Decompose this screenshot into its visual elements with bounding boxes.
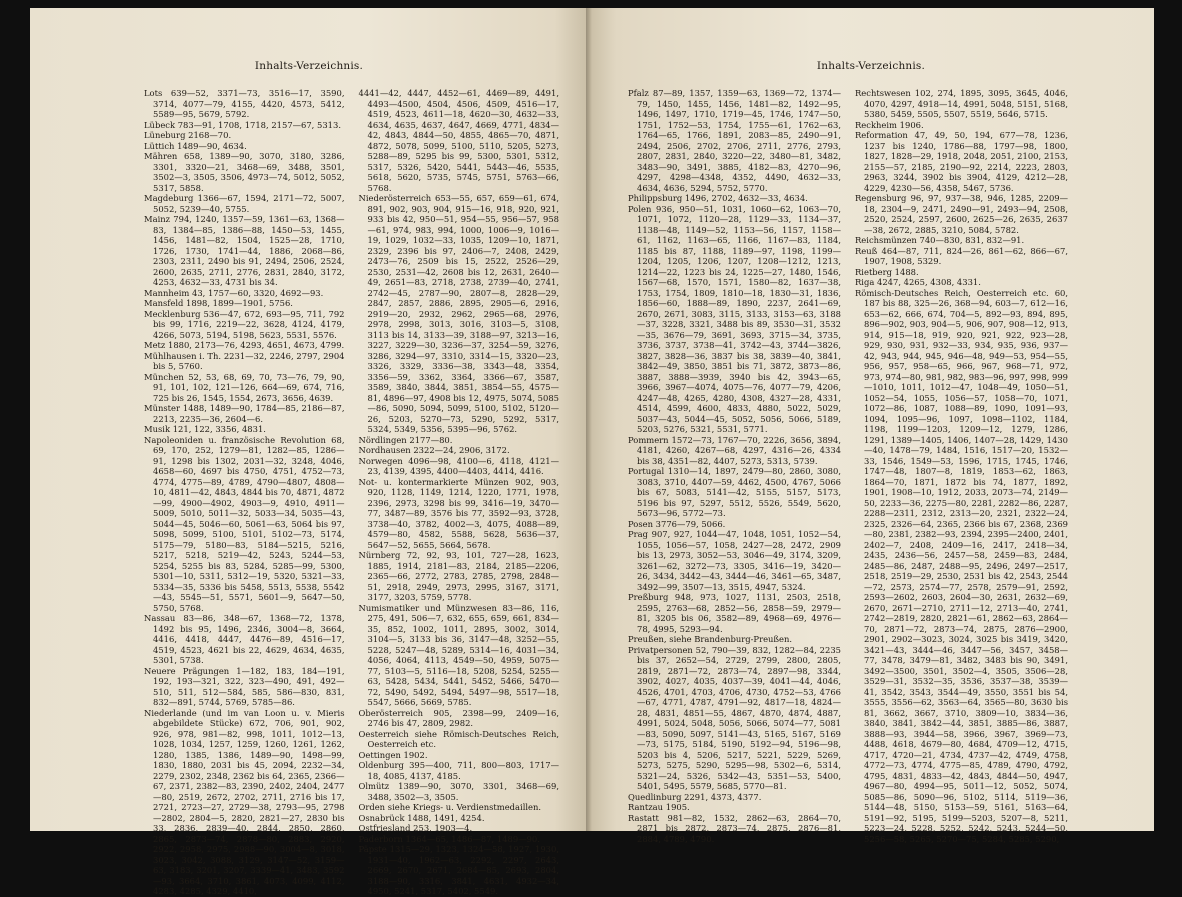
left-page-columns	[144, 88, 559, 897]
running-head-right: Inhalts-Verzeichnis.	[816, 60, 926, 72]
entry-heading: Lübeck	[144, 119, 176, 130]
index-entry	[144, 666, 345, 708]
entry-references: siehe Römisch-Deutsches Reich, Oesterreich etc.	[367, 728, 559, 749]
entry-references: 52, 790—39, 832, 1282—84, 2235 bis 37, 2652—54, 2729, 2799, 2800, 2805, 2819, 2871—72, 2873—74, 2897—98, 3344, 3902, 4027, 4035, 4037—39, 4041—44, 4046, 4526, 4701, 4703, 4706, 4730, 4752—53, 4766—67, 4771, 4787, 4791—92, 4817—18, 4824—28, 4831, 4851—55, 4867, 4870, 4874, 4887, 4991, 5024, 5048, 5056, 5066, 5074—77, 5081—83, 5090, 5097, 5141—43, 5165, 5167, 5169—73, 5175, 5184, 5190, 5192—94, 5196—98, 5203 bis 4, 5206, 5217, 5221, 5229, 5269, 5273, 5275, 5290, 5295—98, 5302—6, 5314, 5321—24, 5326, 5342—43, 5351—53, 5400, 5401, 5495, 5579, 5685, 5770—81.	[637, 644, 841, 791]
index-entry	[144, 708, 345, 897]
entry-references: 907, 927, 1044—47, 1048, 1051, 1052—54, 1055, 1056—57, 1058, 2427—28, 2472, 2909 bis 13, 2973, 3052—53, 3046—49, 3174, 3209, 3261—62, 3272—73, 3305, 3416—19, 3420—26, 3434, 3442—43, 3444—46, 3461—65, 3487, 3492—99, 3507—13, 3515, 4947, 5324.	[637, 529, 841, 592]
entry-heading: Metz	[144, 340, 166, 350]
index-entry	[359, 813, 560, 824]
entry-references: 2177—80.	[409, 434, 453, 445]
index-entry	[628, 592, 841, 634]
entry-references: 3776—79, 5066.	[655, 518, 726, 529]
index-entry	[144, 130, 345, 141]
entry-heading: Rietberg	[855, 266, 892, 277]
entry-references: 102, 274, 1895, 3095, 3645, 4046, 4070, 4297, 4918—14, 4991, 5048, 5151, 5168, 5380, 5459, 5505, 5507, 5519, 5646, 5715.	[864, 88, 1068, 119]
entry-heading: Niederösterreich	[358, 193, 432, 203]
index-entry	[855, 267, 1068, 278]
index-entry	[359, 88, 560, 193]
entry-references: 936, 950—51, 1031, 1060—62, 1063—70, 1071, 1072, 1120—28, 1129—33, 1134—37, 1138—48, 1149—52, 1153—56, 1157, 1158—61, 1162, 1163—65, 1166, 1167—83, 1184, 1185 bis 87, 1188, 1189—97, 1198, 1199—1204, 1205, 1206, 1207, 1208—1212, 1213, 1214—22, 1223 bis 24, 1225—27, 1480, 1546, 1567—68, 1570, 1571, 1580—82, 1637—38, 1753, 1754, 1809, 1810—18, 1830—31, 1836, 1856—60, 1888—89, 1890, 2237, 2641—69, 2670, 2671, 3083, 3115, 3133, 3153—63, 3188—37, 3228, 3321, 3488 bis 89, 3530—31, 3532—35, 3676—79, 3691, 3693, 3715—34, 3735, 3736, 3737, 3738—41, 3742—43, 3744—3826, 3827, 3828—36, 3837 bis 38, 3839—40, 3841, 3842—49, 3850, 3851 bis 71, 3872, 3873—86, 3887, 3888—3939, 3940 bis 42, 3943—65, 3966, 3967—4074, 4075—76, 4077—79, 4206, 4247—48, 4265, 4280, 4308, 4327—28, 4331, 4514, 4599, 4600, 4833, 4880, 5022, 5029, 5037—43, 5044—45, 5052, 5056, 5066, 5189, 5203, 5276, 5321, 5531, 5771.	[637, 203, 842, 434]
entry-heading: Portugal	[628, 466, 665, 476]
entry-references: 1880, 2173—76, 4293, 4651, 4673, 4799.	[167, 340, 345, 350]
entry-references: 1905.	[665, 802, 690, 812]
index-entry	[144, 141, 345, 152]
index-entry	[359, 802, 560, 813]
entry-heading: Napoleoniden	[144, 434, 204, 445]
index-entry	[628, 529, 841, 592]
index-entry	[628, 204, 841, 435]
entry-heading: Prag	[628, 529, 648, 539]
index-entry	[144, 193, 345, 214]
entry-heading: München	[144, 371, 184, 382]
entry-references: 253, 1903—4.	[413, 823, 473, 833]
entry-references: 43, 1757—60, 3320, 4692—93.	[192, 287, 324, 298]
index-entry	[144, 435, 345, 614]
entry-heading: Oesterreich	[358, 728, 409, 739]
index-entry	[628, 634, 841, 645]
entry-heading: Neuere Prägungen	[144, 665, 230, 676]
entry-heading: Niederlande	[144, 707, 197, 718]
entry-references: 1310—14, 1897, 2479—80, 2860, 3080, 3083, 3710, 4407—59, 4462, 4500, 4767, 5066 bis 67, 5083, 5141—42, 5155, 5157, 5173, 5196 bis 97, 5297, 5512, 5526, 5549, 5620, 5673—96, 5772—73.	[637, 466, 841, 518]
index-entry	[359, 550, 560, 603]
index-entry	[628, 802, 841, 813]
entry-heading: Mannheim	[144, 287, 190, 298]
entry-heading: Rastatt	[628, 812, 659, 823]
index-entry	[628, 645, 841, 792]
index-column	[359, 88, 560, 897]
entry-heading: Oldenburg	[358, 760, 404, 770]
entry-references: 1366—67, 1594, 2171—72, 5007, 5052, 5239—40, 5755.	[153, 193, 345, 214]
entry-heading: Osnabrück	[358, 812, 405, 823]
right-page	[588, 8, 1154, 844]
entry-heading: Reuß	[855, 245, 878, 256]
index-entry	[144, 309, 345, 341]
entry-references: 83—86, 116, 275, 491, 506—7, 632, 655, 659, 661, 834—35, 852, 1002, 1011, 2895, 3002, 3014, 3104—5, 3133 bis 36, 3147—48, 3252—55, 5228, 5247—48, 5289, 5314—16, 4031—34, 4056, 4064, 4113, 4549—50, 4959, 5075—77, 5103—5, 5116—18, 5208, 5254, 5255—63, 5428, 5434, 5441, 5452, 5466, 5470—72, 5490, 5492, 5494, 5497—98, 5517—18, 5547, 5666, 5669, 5785.	[367, 602, 559, 707]
index-entry	[359, 750, 560, 761]
entry-heading: Oettingen	[358, 749, 401, 760]
index-entry	[144, 214, 345, 288]
index-entry	[628, 88, 841, 193]
entry-heading: Magdeburg	[144, 193, 194, 203]
entry-references: 2168—70.	[188, 130, 232, 140]
entry-references: 1389—90, 3070, 3301, 3468—69, 3488, 3502—3, 3505.	[367, 781, 559, 802]
entry-heading: Riga	[855, 277, 875, 287]
index-entry	[144, 351, 345, 372]
left-page	[30, 8, 588, 896]
index-entry	[144, 298, 345, 309]
entry-references: siehe Kriegs- u. Verdienstmedaillen.	[387, 802, 542, 812]
index-entry	[628, 435, 841, 467]
index-entry	[855, 246, 1068, 267]
book-gutter	[586, 8, 592, 831]
index-entry	[359, 445, 560, 456]
entry-references: 121, 122, 3356, 4831.	[172, 424, 266, 434]
index-entry	[359, 729, 560, 750]
entry-references: 395—400, 711, 800—803, 1717—18, 4085, 4137, 4185.	[367, 760, 559, 781]
index-entry	[144, 288, 345, 299]
entry-references: 794, 1240, 1357—59, 1361—63, 1368—83, 1384—85, 1386—88, 1450—53, 1455, 1456, 1481—82, 1504, 1525—28, 1710, 1726, 1730, 1741—44, 1886, 2068—86, 2303, 2311, 2490 bis 91, 2494, 2506, 2524, 2600, 2635, 2711, 2776, 2831, 2840, 3172, 4253, 4632—33, 4731 bis 34.	[153, 214, 345, 287]
book-spread	[30, 8, 1154, 896]
entry-references: 653—55, 657, 659—61, 674, 891, 902, 903, 904, 915—16, 918, 920, 921, 933 bis 42, 950—51, 954—55, 956—57, 958—61, 974, 983, 994, 1000, 1006—9, 1016—19, 1029, 1032—33, 1035, 1209—10, 1871, 2329, 2396 bis 97, 2406—7, 2408, 2429, 2473—76, 2509 bis 15, 2522, 2526—29, 2530, 2531—42, 2608 bis 12, 2631, 2640—49, 2651—83, 2718, 2738, 2739—40, 2741, 2742—45, 2787—90, 2807—8, 2828—29, 2847, 2857, 2886, 2895, 2905—6, 2916, 2919—20, 2932, 2962, 2965—68, 2976, 2978, 2998, 3013, 3016, 3103—5, 3108, 3113 bis 14, 3133—39, 3188—97, 3213—16, 3227, 3229—30, 3236—37, 3254—59, 3276, 3286, 3294—97, 3310, 3314—15, 3320—23, 3326, 3329, 3336—38, 3343—48, 3354, 3356—59, 3362, 3364, 3366—67, 3587, 3589, 3840, 3844, 3851, 3854—55, 4575—81, 4896—97, 4908 bis 12, 4975, 5074, 5085—86, 5090, 5094, 5099, 5100, 5102, 5120—26, 5203, 5270—73, 5290, 5292, 5317, 5324, 5349, 5356, 5395—96, 5762.	[367, 193, 559, 434]
entry-references: 1572—73, 1767—70, 2226, 3656, 3894, 4181, 4260, 4267—68, 4297, 4316—26, 4334 bis 38, 4351—82, 4407, 5273, 5313, 5739.	[637, 434, 842, 466]
entry-heading: Rechtswesen	[855, 88, 911, 98]
entry-references: 740—830, 831, 832—91.	[919, 235, 1025, 245]
entry-heading: Päpste	[358, 844, 387, 854]
entry-references: 1489—90, 4634.	[177, 140, 247, 151]
entry-heading: Musik	[144, 424, 171, 434]
entry-heading: Nördlingen	[358, 434, 407, 445]
entry-heading: Mainz	[144, 214, 171, 224]
entry-references: siehe Brandenburg-Preußen.	[669, 634, 793, 644]
entry-references: 948, 973, 1027, 1131, 2503, 2518, 2595, 2763—68, 2852—56, 2858—59, 2979—81, 3205 bis 06, 3582—89, 4968—69, 4976—78, 4995, 5293—94.	[637, 592, 841, 634]
index-entry	[855, 193, 1068, 235]
index-column	[855, 88, 1068, 844]
index-entry	[855, 88, 1068, 120]
index-column	[628, 88, 841, 844]
entry-references: 1364—65, 1486—87, 1489—90.	[405, 833, 540, 844]
entry-heading: Pommern	[628, 434, 669, 445]
entry-heading: Reformation	[855, 130, 908, 140]
entry-references: 1906.	[899, 119, 924, 130]
index-entry	[359, 708, 560, 729]
entry-references: (und im van Loon u. v. Mieris abgebildete Stücke) 672, 706, 901, 902, 926, 978, 981—82, 998, 1011, 1012—13, 1028, 1034, 1257, 1259, 1260, 1261, 1262, 1280, 1385, 1386, 1489—90, 1498—99, 1830, 1880, 2031 bis 45, 2094, 2232—34, 2279, 2302, 2348, 2362 bis 64, 2365, 2366—67, 2371, 2382—83, 2390, 2402, 2404, 2477—80, 2519, 2672, 2702, 2711, 2716 bis 17, 2721, 2723—27, 2729—38, 2793—95, 2798—2802, 2804—5, 2820, 2821—27, 2830 bis 33, 2836, 2839—40, 2844, 2850, 2860, 2865, 2873—74, 2878—80, 2883, 2920, 2922, 2958, 2975, 2988—90, 3004—8, 3018, 3023, 3042, 3088, 3129, 3147—52, 3159—63, 3183, 3201, 3207, 3339—41, 3483, 3592—93, 3664, 3710, 3861, 4073, 4099, 4112, 4283, 4285, 4329, 4410,	[153, 707, 345, 896]
index-entry	[855, 277, 1068, 288]
entry-heading: Preßburg	[628, 592, 669, 602]
entry-heading: Numismatiker und Münzwesen	[358, 602, 497, 613]
index-entry	[628, 519, 841, 530]
index-entry	[144, 613, 345, 666]
index-entry	[359, 834, 560, 845]
entry-references: 52, 53, 68, 69, 70, 73—76, 79, 90, 91, 101, 102, 121—126, 664—69, 674, 716, 725 bis 26, 1545, 1554, 2673, 3656, 4639.	[153, 371, 345, 403]
entry-heading: Privatpersonen	[628, 644, 693, 655]
entry-references: 4096—98, 4100—6, 4118, 4121—23, 4139, 4395, 4400—4403, 4414, 4416.	[367, 455, 559, 476]
entry-heading: Norwegen	[358, 455, 403, 466]
entry-references: 1898, 1899—1901, 5756.	[186, 298, 293, 308]
entry-heading: Nürnberg	[358, 550, 401, 560]
entry-references: 4441—42, 4447, 4452—61, 4469—89, 4491, 4493—4500, 4504, 4506, 4509, 4516—17, 4519, 4523, 4611—18, 4620—30, 4632—33, 4634, 4635, 4637, 4647, 4669, 4771, 4834—42, 4843, 4844—50, 4855, 4865—70, 4871, 4872, 5078, 5099, 5100, 5110, 5205, 5273, 5288—89, 5295 bis 99, 5300, 5301, 5312, 5317, 5326, 5420, 5441, 5443—46, 5535, 5618, 5620, 5735, 5745, 5751, 5763—66, 5768.	[358, 88, 559, 193]
entry-references: 83—86, 348—67, 1368—72, 1378, 1492 bis 95, 1496, 2346, 3004—8, 3664, 4416, 4418, 4447, 4476—89, 4516—17, 4519, 4523, 4621 bis 22, 4629, 4634, 4635, 5301, 5738.	[153, 613, 345, 665]
right-page-columns	[628, 88, 1068, 844]
index-column	[144, 88, 345, 897]
index-entry	[359, 603, 560, 708]
index-entry	[359, 435, 560, 446]
entry-heading: Ostfriesland	[358, 823, 411, 833]
index-entry	[359, 477, 560, 551]
entry-heading: Quedlinburg	[628, 791, 682, 802]
index-entry	[359, 823, 560, 834]
entry-references: 2291, 4373, 4377.	[684, 791, 762, 802]
entry-references: 1—182, 183, 184—191, 192, 193—321, 322, 323—490, 491, 492—510, 511, 512—584, 585, 586—830, 831, 832—891, 5744, 5769, 5785—86.	[153, 665, 345, 707]
entry-references: i. Th. 2231—32, 2246, 2797, 2904 bis 5, 5760.	[153, 350, 345, 371]
entry-heading: Preußen,	[628, 634, 667, 644]
running-head-left: Inhalts-Verzeichnis.	[254, 60, 364, 72]
entry-references: 2322—24, 2906, 3172.	[413, 445, 510, 455]
entry-heading: Lüneburg	[144, 130, 186, 140]
index-entry	[359, 456, 560, 477]
entry-references: 1315—29, 1323, 1324—58, 1927, 1930, 1931—40, 1962—63, 2292, 2297, 2643, 2669, 2670, 2671, 2684—85, 2693, 2804, 3188—90, 3316, 3841, 4631, 4932—34, 4950, 5241, 5317, 5402, 5549.	[367, 844, 560, 896]
entry-references: 60, 187 bis 88, 325—26, 368—94, 603—7, 612—16, 653—62, 666, 674, 704—5, 892—93, 894, 895, 896—902, 903, 904—5, 906, 907, 908—12, 913, 914, 915—18, 919, 920, 921, 922, 923—28, 929, 930, 931, 932—33, 934, 935, 936, 937—42, 943, 944, 945, 946—48, 949—53, 954—55, 956, 957, 958—65, 966, 967, 968—71, 972, 973, 974—80, 981, 982, 983—96, 997, 998, 999—1010, 1011, 1012—47, 1048—49, 1050—51, 1052—54, 1055, 1056—57, 1058—70, 1071, 1072—86, 1087, 1088—89, 1090, 1091—93, 1094, 1095—96, 1097, 1098—1102, 1184, 1198, 1199—1203, 1209—12, 1279, 1286, 1291, 1389—1405, 1406, 1407—28, 1429, 1430—40, 1478—79, 1484, 1516, 1517—20, 1532—33, 1546, 1549—53, 1596, 1715, 1745, 1746, 1747—48, 1807—8, 1819, 1853—62, 1863, 1864—70, 1871, 1872 bis 74, 1877, 1892, 1901, 1908—10, 1912, 2033, 2073—74, 2149—50, 2233—36, 2275—80, 2281, 2282—86, 2287, 2288—2311, 2312, 2313—20, 2321, 2322—24, 2325, 2326—64, 2365, 2366 bis 67, 2368, 2369—80, 2381, 2382—93, 2394, 2395—2400, 2401, 2402—7, 2408, 2409—16, 2417, 2418—34, 2435, 2436—56, 2457—58, 2459—83, 2484, 2485—86, 2487, 2488—95, 2496, 2497—2517, 2518, 2519—29, 2530, 2531 bis 42, 2543, 2544—72, 2573, 2574—77, 2578, 2579—91, 2592, 2593—2602, 2603, 2604—30, 2631, 2632—69, 2670, 2671—2710, 2711—12, 2713—40, 2741, 2742—2819, 2820, 2821—61, 2862—63, 2864—70, 2871—72, 2873—74, 2875, 2876—2900, 2901, 2902—3023, 3024, 3025 bis 3419, 3420, 3421—43, 3444—46, 3447—56, 3457, 3458—77, 3478, 3479—81, 3482, 3483 bis 90, 3491, 3492—3500, 3501, 3502—4, 3505, 3506—28, 3529—31, 3532—35, 3536, 3537—38, 3539—41, 3542, 3543, 3544—49, 3550, 3551 bis 54, 3555, 3556—62, 3563—64, 3565—80, 3630 bis 81, 3662, 3667, 3710, 3809—10, 3834—36, 3840, 3841, 3842—44, 3851, 3885—86, 3887, 3888—93, 3944—58, 3966, 3967, 3969—73, 4488, 4618, 4679—80, 4684, 4709—12, 4715, 4717, 4720—21, 4734, 4737—42, 4749, 4758, 4772—73, 4774, 4775—85, 4789, 4790, 4792, 4795, 4831, 4833—42, 4843, 4844—50, 4947, 4967—80, 4994—95, 5011—12, 5052, 5074, 5085—86, 5090—96, 5102, 5114, 5119—36, 5144—48, 5150, 5153—59, 5161, 5163—64, 5191—92, 5195, 5199—5203, 5207—8, 5211, 5223—24, 5228, 5252, 5242, 5243, 5244—50, 5256—58, 5265, 5270—75, 5284, 5285, 5290,	[864, 287, 1069, 844]
entry-heading: Mähren	[144, 151, 178, 161]
entry-references: 783—91, 1708, 1718, 2157—67, 5313.	[177, 119, 341, 130]
entry-references: 1488, 1491, 4254.	[407, 812, 485, 823]
entry-references: 536—47, 672, 693—95, 711, 792 bis 99, 1716, 2219—22, 3628, 4124, 4179, 4266, 5073, 5194, 5198, 5623, 5531, 5576.	[153, 308, 345, 340]
entry-references: 47, 49, 50, 194, 677—78, 1236, 1237 bis 1240, 1786—88, 1797—98, 1800, 1827, 1828—29, 1918, 2048, 2051, 2100, 2153, 2155—57, 2185, 2190—92, 2214, 2223, 2803, 2963, 3244, 3902 bis 3904, 4129, 4212—28, 4229, 4230—56, 4358, 5467, 5736.	[864, 130, 1068, 193]
index-entry	[855, 120, 1068, 131]
index-entry	[855, 130, 1068, 193]
entry-references: 464—87, 711, 824—26, 861—62, 866—67, 1907, 1908, 5329.	[864, 245, 1068, 266]
index-entry	[628, 792, 841, 803]
entry-heading: Nordhausen	[358, 445, 411, 455]
index-entry	[855, 288, 1068, 845]
entry-references: 1488.	[894, 266, 919, 277]
index-entry	[359, 760, 560, 781]
index-entry	[359, 844, 560, 897]
entry-heading: Mansfeld	[144, 298, 184, 308]
entry-heading: Lüttich	[144, 140, 175, 151]
entry-heading: Reckheim	[855, 119, 897, 130]
index-entry	[628, 466, 841, 519]
index-entry	[855, 235, 1068, 246]
entry-heading: Posen	[628, 518, 653, 529]
index-entry	[144, 403, 345, 424]
entry-heading: Mühlhausen	[144, 350, 197, 361]
entry-heading: Lots	[144, 88, 163, 98]
index-entry	[628, 193, 841, 204]
index-entry	[144, 88, 345, 120]
index-entry	[359, 781, 560, 802]
entry-references: 981—82, 1532, 2862—63, 2864—70, 2871 bis 2872, 2873—74, 2875, 2876—81, 2884, 4789, 4790.	[637, 812, 841, 844]
entry-heading: Polen	[628, 203, 652, 214]
entry-heading: Münster	[144, 403, 180, 413]
index-entry	[144, 372, 345, 404]
index-entry	[144, 151, 345, 193]
entry-heading: Oberösterreich	[358, 707, 424, 718]
entry-references: 902, 903, 920, 1128, 1149, 1214, 1220, 1771, 1978, 2396, 2973, 3298 bis 99, 3416—19, 3470—77, 3487—89, 3576 bis 77, 3592—93, 3728, 3738—40, 3782, 4002—3, 4075, 4088—89, 4579—80, 4582, 5588, 5628, 5636—37, 5647—52, 5655, 5664, 5678.	[367, 476, 559, 550]
entry-heading: Not- u. kontermarkierte Münzen	[358, 476, 509, 487]
entry-heading: Regensburg	[855, 193, 907, 203]
entry-references: 1488, 1489—90, 1784—85, 2186—87, 2213, 2235—36, 2604—6.	[153, 403, 345, 424]
entry-heading: Paderborn	[358, 833, 403, 844]
entry-references: 72, 92, 93, 101, 727—28, 1623, 1885, 1914, 2181—83, 2184, 2185—2206, 2365—66, 2772, 2783, 2785, 2798, 2848—51, 2918, 2949, 2973, 2995, 3167, 3171, 3177, 3203, 5759, 5778.	[367, 550, 559, 602]
entry-heading: Römisch-Deutsches Reich, Oesterreich etc.	[855, 287, 1049, 298]
entry-references: 96, 97, 937—38, 946, 1285, 2209—18, 2304—9, 2471, 2490—91, 2493—94, 2508, 2520, 2524, 2597, 2600, 2625—26, 2635, 2637—38, 2672, 2885, 3210, 5084, 5782.	[864, 193, 1068, 235]
entry-references: 658, 1389—90, 3070, 3180, 3286, 3301, 3320—21, 3468—69, 3488, 3501, 3502—3, 3505, 3506, 4973—74, 5012, 5052, 5317, 5858.	[153, 151, 345, 193]
index-entry	[144, 340, 345, 351]
index-entry	[144, 120, 345, 131]
entry-heading: Mecklenburg	[144, 308, 201, 319]
index-entry	[359, 193, 560, 435]
entry-heading: Pfalz	[628, 88, 649, 98]
entry-references: 4247, 4265, 4308, 4331.	[877, 277, 981, 287]
entry-references: 905, 2398—99, 2409—16, 2746 bis 47, 2809, 2982.	[367, 707, 559, 728]
entry-references: 639—52, 3371—73, 3516—17, 3590, 3714, 4077—79, 4155, 4420, 4573, 5412, 5589—95, 5679, 5792.	[153, 88, 345, 119]
entry-heading: Philippsburg	[628, 193, 683, 203]
index-entry	[144, 424, 345, 435]
entry-references: 1496, 2702, 4632—33, 4634.	[684, 193, 808, 203]
entry-heading: Olmütz	[358, 781, 390, 791]
entry-references: u. französische Revolution 68, 69, 170, 252, 1279—81, 1282—85, 1286—91, 1298 bis 1302, 2031—32, 3248, 4046, 4658—60, 4697 bis 4750, 4751, 4752—73, 4774, 4775—89, 4789, 4790—4807, 4808—10, 4811—42, 4843, 4844 bis 70, 4871, 4872—99, 4900—4902, 4903—9, 4910, 4911—5009, 5010, 5011—32, 5033—34, 5035—43, 5044—45, 5046—60, 5061—63, 5064 bis 97, 5098, 5099, 5100, 5101, 5102—73, 5174, 5175—79, 5180—83, 5184—5215, 5216, 5217, 5218, 5219—42, 5243, 5244—53, 5254, 5255 bis 83, 5284, 5285—99, 5300, 5301—10, 5311, 5312—19, 5320, 5321—33, 5334—35, 5336 bis 5458, 5513, 5538, 5542—43, 5545—51, 5571, 5601—9, 5647—50, 5750, 5768.	[153, 434, 345, 613]
index-entry	[628, 813, 841, 845]
entry-heading: Reichsmünzen	[855, 235, 917, 245]
entry-references: 1902.	[403, 749, 428, 760]
entry-heading: Rantzau	[628, 802, 664, 812]
entry-heading: Nassau	[144, 613, 176, 623]
entry-references: 87—89, 1357, 1359—63, 1369—72, 1374—79, 1450, 1455, 1456, 1481—82, 1492—95, 1496, 1497, 1710, 1719—45, 1746, 1747—50, 1751, 1752—53, 1754, 1755—61, 1762—63, 1764—65, 1766, 1891, 2083—85, 2490—91, 2494, 2506, 2702, 2706, 2711, 2776, 2793, 2807, 2831, 2840, 3220—22, 3480—81, 3482, 3483—90, 3491, 3885, 4182—83, 4270—96, 4297, 4298—4348, 4352, 4490, 4632—33, 4634, 4636, 5294, 5752, 5770.	[637, 88, 841, 193]
entry-heading: Orden	[358, 802, 386, 812]
